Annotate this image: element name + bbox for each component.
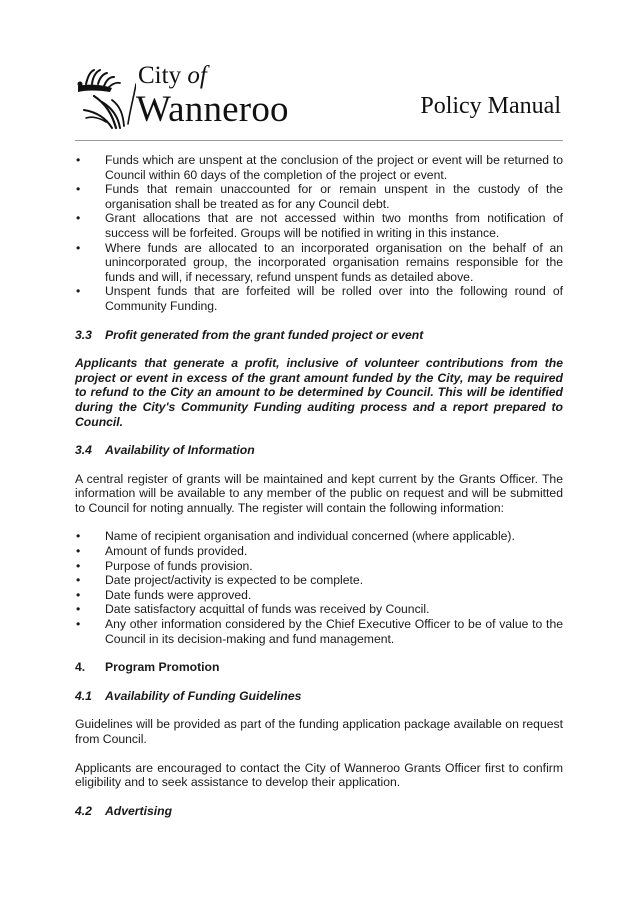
list-item (75, 617, 563, 646)
section-number: 3.3 (75, 327, 92, 342)
page-header (76, 62, 563, 142)
section-4-2-heading (75, 804, 563, 819)
section-title: Program Promotion (105, 660, 220, 675)
section-3-4-heading (75, 443, 563, 458)
logo-city-of: City of (138, 62, 207, 89)
section-3-4-body: A central register of grants will be maintained and kept current by the Grants Officer. The information will be available to any member of the public on request and will be submitted to Council for noting annually. The register will contain the following information: (75, 471, 563, 515)
list-item-text: Any other information considered by the Chief Executive Officer to be of value to the Council in its decision-making and fund management. (105, 617, 563, 646)
list-item (75, 153, 563, 182)
list-item (75, 211, 563, 240)
funding-conditions-list (75, 153, 563, 314)
section-number: 4. (75, 660, 86, 675)
bullet-icon: • (76, 153, 81, 167)
list-item (75, 588, 563, 603)
document-body (75, 153, 563, 818)
section-title: Availability of Funding Guidelines (105, 688, 302, 703)
section-number: 4.2 (75, 803, 92, 818)
header-divider (75, 140, 563, 141)
bullet-icon: • (76, 529, 81, 544)
list-item (75, 573, 563, 588)
bullet-icon: • (76, 284, 81, 299)
register-contents-list (75, 529, 563, 646)
list-item-text: Funds which are unspent at the conclusion of the project or event will be returned to Council within 60 days of the completion of the project or event. (105, 153, 563, 182)
section-number: 3.4 (75, 443, 92, 458)
list-item (75, 241, 563, 285)
list-item (75, 182, 563, 211)
section-4-1-paragraph-2: Applicants are encouraged to contact the City of Wanneroo Grants Officer first to confirm eligibility and to seek assistance to develop their application. (75, 760, 563, 790)
bullet-icon: • (76, 240, 81, 255)
bullet-icon: • (76, 587, 81, 602)
list-item-text: Date satisfactory acquittal of funds was received by Council. (105, 602, 430, 617)
bullet-icon: • (76, 182, 81, 197)
section-4-1-heading (75, 689, 563, 704)
section-4-heading (75, 660, 563, 675)
list-item (75, 284, 563, 313)
list-item (75, 559, 563, 574)
list-item-text: Amount of funds provided. (105, 544, 248, 559)
kangaroo-paw-icon (76, 66, 136, 130)
logo-wanneroo: Wanneroo (136, 89, 289, 130)
section-title: Availability of Information (105, 443, 255, 458)
list-item-text: Funds that remain unaccounted for or remain unspent in the custody of the organisation shall be treated as for any Council debt. (105, 182, 563, 211)
section-4-1-paragraph-1: Guidelines will be provided as part of the funding application package available on request from Council. (75, 717, 563, 746)
bullet-icon: • (76, 602, 81, 617)
list-item (75, 529, 563, 544)
bullet-icon: • (76, 211, 81, 226)
list-item-text: Grant allocations that are not accessed within two months from notification of success will be forfeited. Groups will be notified in writing in this instance. (105, 211, 563, 240)
section-number: 4.1 (75, 688, 92, 703)
list-item (75, 602, 563, 617)
bullet-icon: • (76, 617, 81, 632)
section-title: Profit generated from the grant funded project or event (105, 327, 424, 342)
bullet-icon: • (76, 573, 81, 588)
bullet-icon: • (76, 544, 81, 559)
list-item-text: Purpose of funds provision. (105, 558, 253, 573)
list-item-text: Unspent funds that are forfeited will be rolled over into the following round of Community Funding. (105, 284, 563, 313)
document-title: Policy Manual (420, 93, 561, 119)
section-3-3-heading (75, 328, 563, 343)
section-3-3-body: Applicants that generate a profit, inclusive of volunteer contributions from the project or event in excess of the grant amount funded by the City, may be required to refund to the City an amount to be determined by Council. This will be identified during the City's Community Funding auditing process and a report prepared to Council. (75, 356, 563, 429)
list-item-text: Date project/activity is expected to be complete. (105, 573, 364, 588)
list-item-text: Where funds are allocated to an incorporated organisation on the behalf of an unincorporated group, the incorporated organisation remains responsible for the funds and will, if necessary, refund unspent funds as detailed above. (105, 240, 563, 284)
section-title: Advertising (105, 803, 173, 818)
list-item (75, 544, 563, 559)
list-item-text: Name of recipient organisation and individual concerned (where applicable). (105, 529, 515, 544)
bullet-icon: • (76, 558, 81, 573)
list-item-text: Date funds were approved. (105, 587, 252, 602)
